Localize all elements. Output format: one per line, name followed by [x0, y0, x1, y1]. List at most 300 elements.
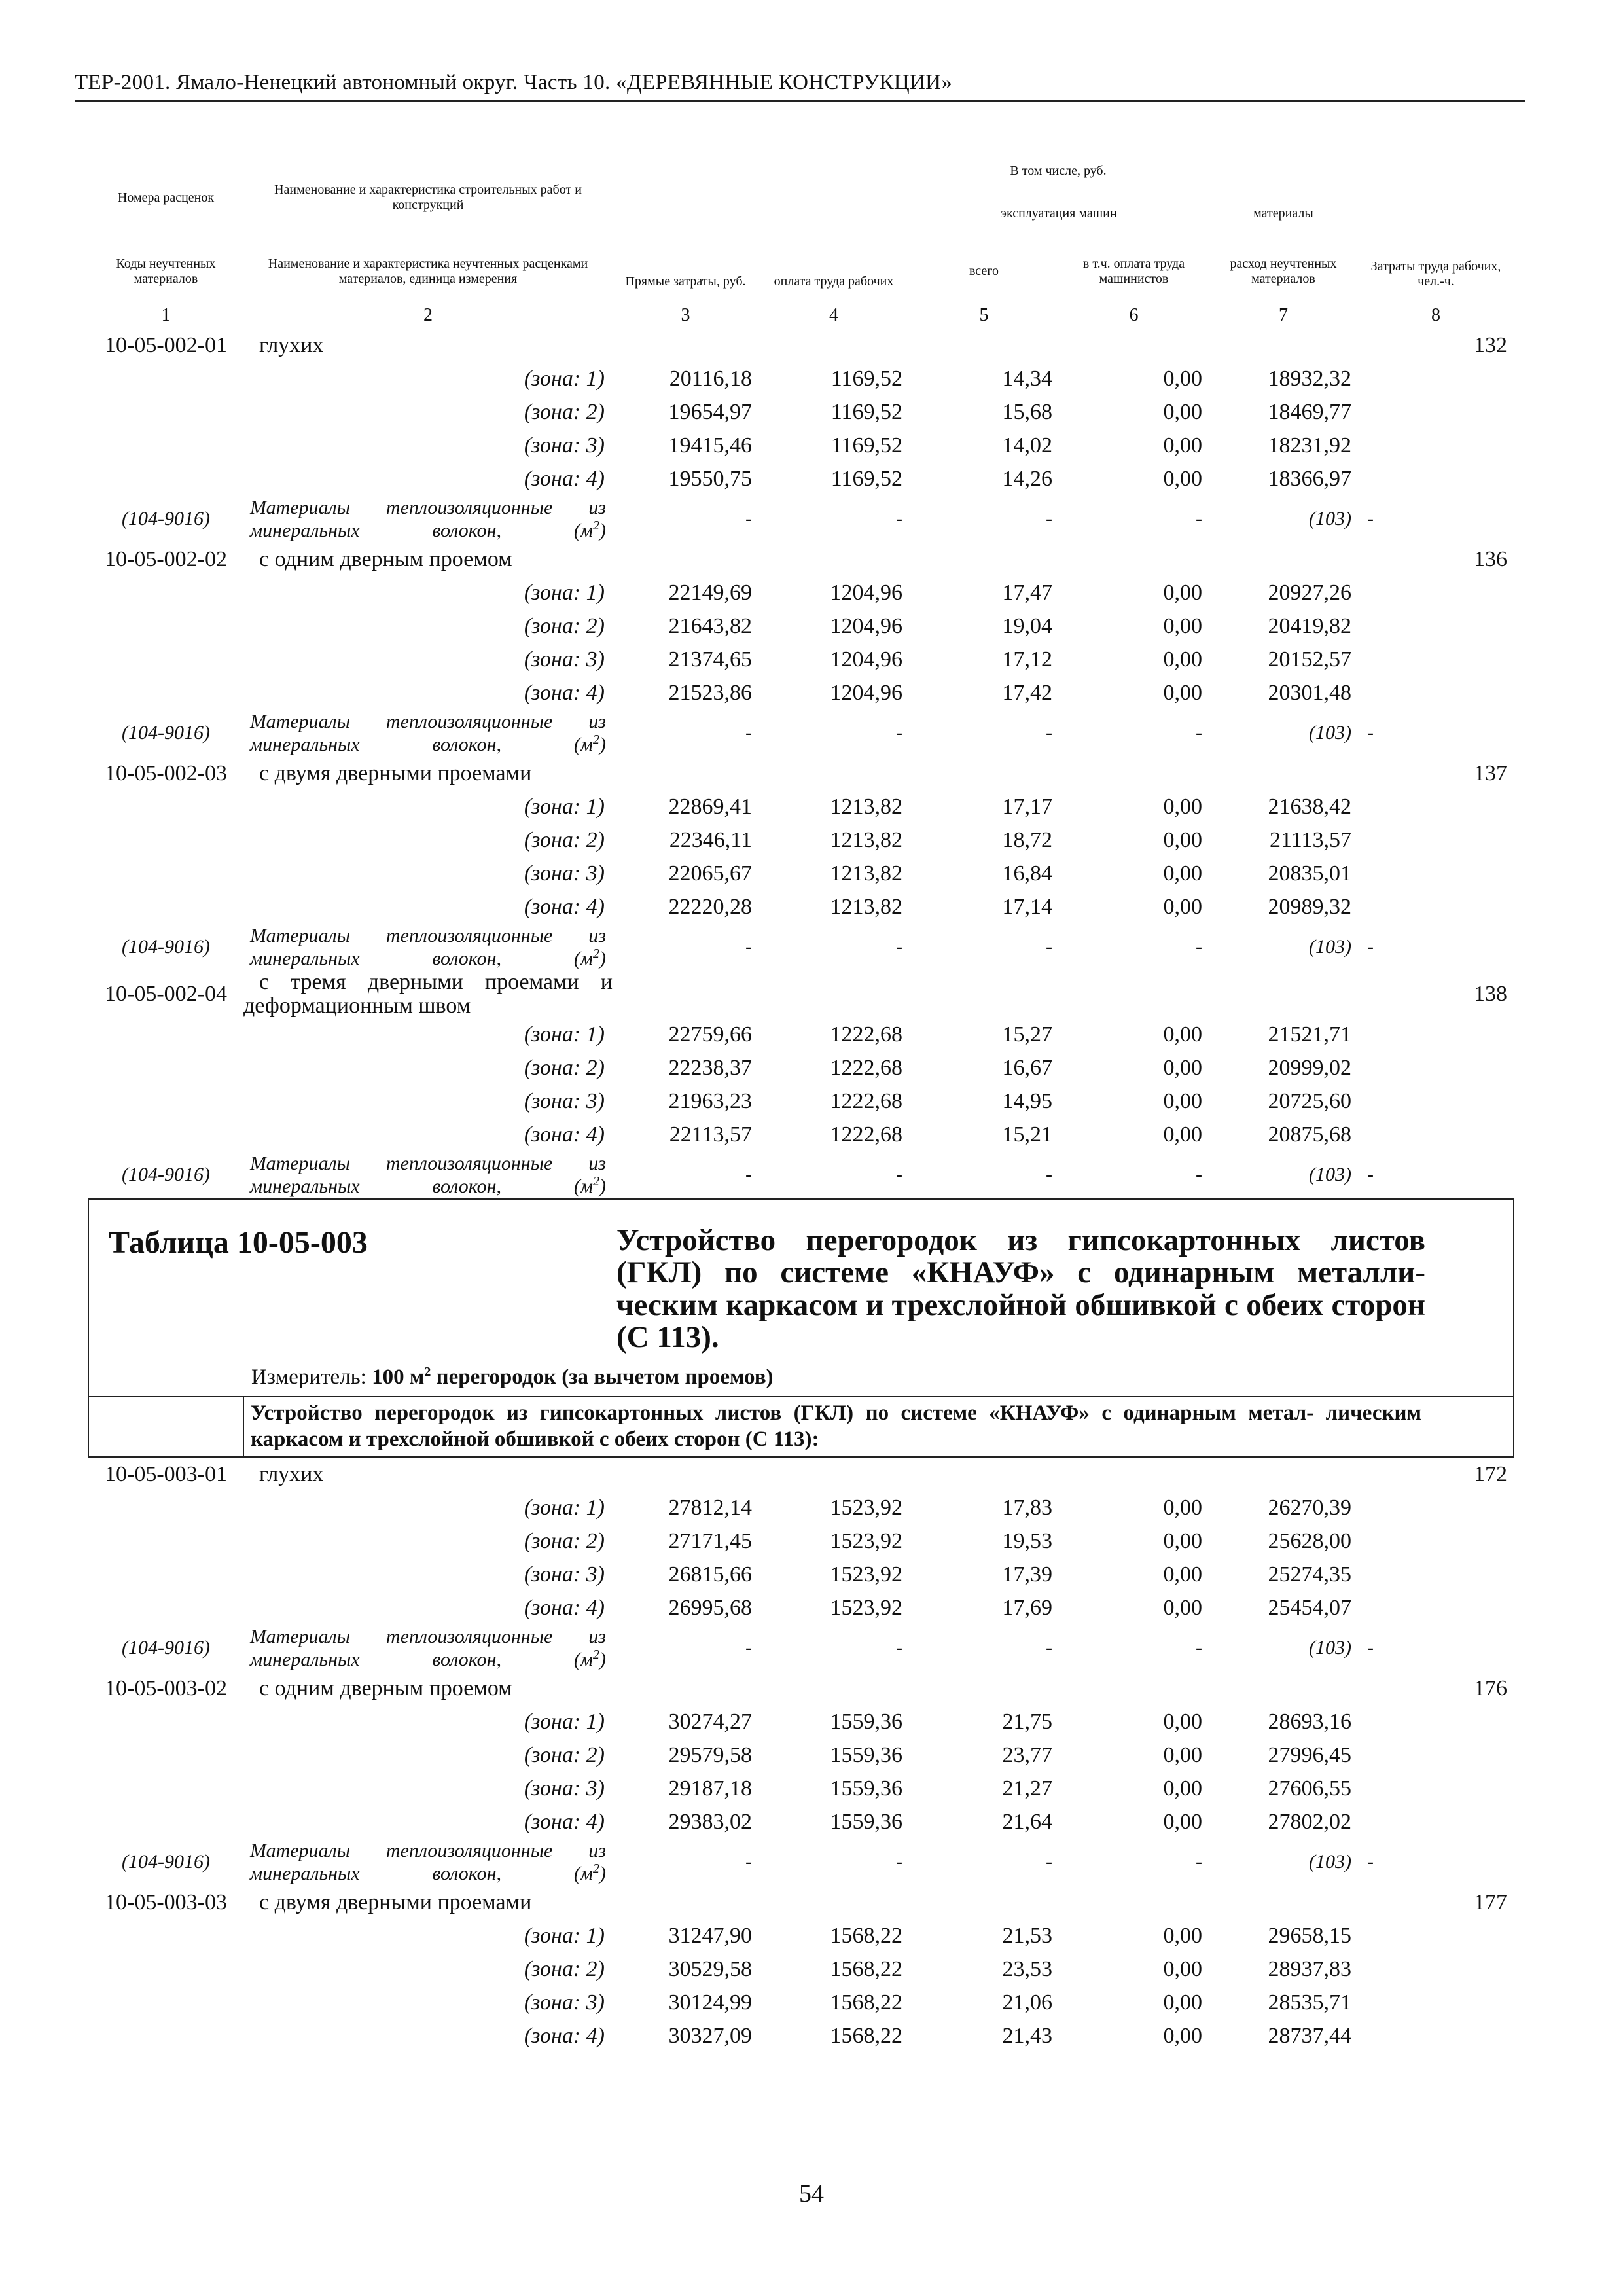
empty-cell	[1358, 1018, 1514, 1051]
value-cell: 1568,22	[830, 1923, 902, 1948]
rate-code: 10-05-002-02	[105, 547, 227, 571]
rate-item-row	[88, 1672, 1514, 1705]
value-cell: 0,00	[1163, 1495, 1202, 1520]
dash-cell: -	[1367, 1851, 1374, 1873]
value-cell: 22869,41	[668, 794, 752, 819]
zone-row	[88, 462, 1514, 495]
value-cell: 20725,60	[1268, 1088, 1351, 1113]
empty-cell	[88, 1051, 243, 1085]
value-cell: 1568,22	[830, 1956, 902, 1981]
zone-row	[88, 1051, 1514, 1085]
value-cell: 0,00	[1163, 580, 1202, 605]
dash-cell: -	[896, 1164, 902, 1185]
value-cell: 0,00	[1163, 1809, 1202, 1834]
zone-label: (зона: 3)	[524, 861, 605, 886]
empty-cell	[88, 1919, 243, 1952]
value-cell: 27812,14	[668, 1495, 752, 1520]
empty-cell	[1209, 757, 1358, 790]
value-cell: 0,00	[1163, 1776, 1202, 1801]
empty-cell	[758, 1886, 909, 1919]
empty-cell	[1209, 543, 1358, 576]
empty-cell	[1209, 971, 1358, 1018]
zone-label: (зона: 2)	[524, 613, 605, 638]
zone-label: (зона: 4)	[524, 680, 605, 705]
col-number: 7	[1279, 305, 1288, 325]
empty-cell	[1209, 1672, 1358, 1705]
zone-label: (зона: 2)	[524, 1055, 605, 1080]
zone-label: (зона: 2)	[524, 1956, 605, 1981]
value-cell: 21,53	[1002, 1923, 1052, 1948]
value-cell: 19654,97	[668, 399, 752, 424]
rate-name: глухих	[259, 1462, 324, 1486]
value-cell: 0,00	[1163, 433, 1202, 457]
zone-row	[88, 395, 1514, 429]
value-cell: 1204,96	[830, 613, 902, 638]
empty-cell	[88, 857, 243, 890]
value-cell: 1559,36	[830, 1742, 902, 1767]
dash-cell: -	[745, 936, 752, 958]
zone-row	[88, 1118, 1514, 1151]
rate-item-row	[88, 757, 1514, 790]
value-cell: 21963,23	[668, 1088, 752, 1113]
value-cell: 27171,45	[668, 1528, 752, 1553]
value-cell: 20116,18	[669, 366, 752, 391]
page-number: 54	[799, 2180, 824, 2208]
value-cell: 21,06	[1002, 1990, 1052, 2015]
dash-cell: -	[1196, 722, 1202, 744]
value-cell: 1222,68	[830, 1055, 902, 1080]
value-cell: 23,77	[1002, 1742, 1052, 1767]
col-number: 4	[829, 305, 838, 325]
value-cell: 21638,42	[1268, 794, 1351, 819]
dash-cell: -	[896, 722, 902, 744]
zone-label: (зона: 3)	[524, 1088, 605, 1113]
empty-cell	[909, 543, 1059, 576]
empty-cell	[1358, 1952, 1514, 1986]
material-row	[88, 1839, 1514, 1886]
value-cell: 28937,83	[1268, 1956, 1351, 1981]
empty-cell	[613, 757, 758, 790]
material-qty: (103)	[1309, 936, 1351, 958]
empty-cell	[1358, 1491, 1514, 1524]
value-cell: 21643,82	[668, 613, 752, 638]
zone-label: (зона: 1)	[524, 1709, 605, 1734]
price-table	[88, 155, 1514, 2053]
empty-cell	[88, 2019, 243, 2053]
empty-cell	[88, 395, 243, 429]
zone-row	[88, 823, 1514, 857]
value-cell: 20927,26	[1268, 580, 1351, 605]
material-line: Материалы теплоизоляционные из	[250, 711, 606, 732]
zone-label: (зона: 4)	[524, 1595, 605, 1620]
zone-row	[88, 1018, 1514, 1051]
material-line	[250, 946, 606, 969]
material-qty: (103)	[1309, 722, 1351, 744]
value-cell: 0,00	[1163, 466, 1202, 491]
material-row	[88, 924, 1514, 971]
rate-name: с одним дверным проемом	[259, 1676, 512, 1700]
dash-cell: -	[1367, 1637, 1374, 1659]
zone-row	[88, 790, 1514, 823]
value-cell: 0,00	[1163, 1088, 1202, 1113]
zone-row	[88, 1952, 1514, 1986]
empty-cell	[1209, 329, 1358, 362]
empty-cell	[1358, 1919, 1514, 1952]
table-description: Устройство перегородок из гипсокартонных листов (ГКЛ) по системе «КНАУФ» с одинарным металли- ческим каркасом и трехслойной обшивкой с обеих сторон (С 113).	[616, 1223, 1425, 1355]
empty-cell	[88, 1558, 243, 1591]
empty-cell	[758, 757, 909, 790]
value-cell: 1222,68	[830, 1088, 902, 1113]
empty-cell	[88, 1986, 243, 2019]
dash-cell: -	[896, 1851, 902, 1873]
dash-cell: -	[1367, 508, 1374, 529]
zone-label: (зона: 1)	[524, 1495, 605, 1520]
unit-superscript: 2	[593, 1647, 599, 1662]
empty-cell	[1358, 890, 1514, 924]
value-cell: 30274,27	[668, 1709, 752, 1734]
value-cell: 1169,52	[830, 433, 902, 457]
zone-label: (зона: 3)	[524, 433, 605, 457]
zone-label: (зона: 4)	[524, 466, 605, 491]
value-cell: 16,67	[1002, 1055, 1052, 1080]
rate-code: 10-05-002-01	[105, 332, 227, 357]
value-cell: 14,02	[1002, 433, 1052, 457]
value-cell: 1523,92	[830, 1495, 902, 1520]
material-line	[250, 1861, 606, 1884]
value-cell: 15,27	[1002, 1022, 1052, 1047]
unit-superscript: 2	[424, 1365, 431, 1379]
empty-cell	[88, 1772, 243, 1805]
value-cell: 1204,96	[830, 680, 902, 705]
material-name	[243, 1624, 613, 1672]
value-cell: 17,39	[1002, 1562, 1052, 1587]
empty-cell	[88, 1952, 243, 1986]
empty-cell	[1358, 2019, 1514, 2053]
material-code: (104-9016)	[122, 508, 210, 529]
value-cell: 29187,18	[668, 1776, 752, 1801]
value-cell: 1222,68	[830, 1022, 902, 1047]
measure-value: 100 м	[372, 1365, 425, 1389]
empty-cell	[88, 676, 243, 709]
material-name	[243, 924, 613, 971]
empty-cell	[758, 543, 909, 576]
empty-cell	[88, 1491, 243, 1524]
empty-cell	[1358, 676, 1514, 709]
dash-cell: -	[1196, 1637, 1202, 1659]
value-cell: 26995,68	[668, 1595, 752, 1620]
unit-superscript: 2	[593, 946, 599, 961]
col-number: 8	[1431, 305, 1440, 325]
dash-cell: -	[1196, 936, 1202, 958]
value-cell: 17,14	[1002, 894, 1052, 919]
material-unit: минеральных волокон, (м	[250, 1175, 593, 1197]
value-cell: 23,53	[1002, 1956, 1052, 1981]
material-line	[250, 732, 606, 755]
empty-cell	[613, 1672, 758, 1705]
value-cell: 21113,57	[1270, 827, 1351, 852]
measure-line	[251, 1365, 774, 1390]
empty-cell	[909, 971, 1059, 1018]
zone-label: (зона: 1)	[524, 366, 605, 391]
value-cell: 31247,90	[668, 1923, 752, 1948]
value-cell: 1204,96	[830, 580, 902, 605]
material-unit: минеральных волокон, (м	[250, 734, 593, 755]
value-cell: 22759,66	[668, 1022, 752, 1047]
dash-cell: -	[1367, 722, 1374, 744]
empty-cell	[88, 1397, 243, 1457]
zone-label: (зона: 1)	[524, 580, 605, 605]
empty-cell	[1209, 1886, 1358, 1919]
value-cell: 22065,67	[668, 861, 752, 886]
value-cell: 1169,52	[830, 399, 902, 424]
value-cell: 0,00	[1163, 1595, 1202, 1620]
material-code: (104-9016)	[122, 936, 210, 958]
material-unit: минеральных волокон, (м	[250, 1649, 593, 1670]
zone-row	[88, 643, 1514, 676]
rate-code: 10-05-003-01	[105, 1462, 227, 1486]
labor-cost: 176	[1474, 1676, 1507, 1700]
rate-code: 10-05-003-02	[105, 1676, 227, 1700]
empty-cell	[1358, 1085, 1514, 1118]
zone-row	[88, 1524, 1514, 1558]
material-unit-end: )	[599, 1649, 606, 1670]
value-cell: 18366,97	[1268, 466, 1351, 491]
rate-code: 10-05-003-03	[105, 1890, 227, 1914]
col7-header: расход неучтенных материалов	[1230, 256, 1337, 286]
material-line	[250, 1647, 606, 1670]
empty-cell	[758, 1672, 909, 1705]
value-cell: 0,00	[1163, 647, 1202, 672]
zone-row	[88, 676, 1514, 709]
material-qty: (103)	[1309, 1637, 1351, 1659]
value-cell: 0,00	[1163, 894, 1202, 919]
empty-cell	[1358, 429, 1514, 462]
material-unit: минеральных волокон, (м	[250, 1863, 593, 1884]
machines-header: эксплуатация машин	[1001, 206, 1117, 221]
material-qty: (103)	[1309, 1164, 1351, 1185]
value-cell: 1169,52	[830, 366, 902, 391]
zone-row	[88, 1085, 1514, 1118]
value-cell: 0,00	[1163, 1022, 1202, 1047]
value-cell: 22238,37	[668, 1055, 752, 1080]
col2-header-bottom: Наименование и характеристика неучтенных расценками материалов, единица измерения	[268, 256, 588, 286]
value-cell: 30327,09	[668, 2023, 752, 2048]
zone-row	[88, 1491, 1514, 1524]
value-cell: 0,00	[1163, 1528, 1202, 1553]
empty-cell	[1059, 971, 1209, 1018]
zone-row	[88, 1705, 1514, 1738]
rate-item-row	[88, 1457, 1514, 1491]
dash-cell: -	[1046, 936, 1052, 958]
value-cell: 1204,96	[830, 647, 902, 672]
value-cell: 0,00	[1163, 861, 1202, 886]
value-cell: 18,72	[1002, 827, 1052, 852]
empty-cell	[909, 329, 1059, 362]
empty-cell	[909, 1672, 1059, 1705]
dash-cell: -	[1196, 1851, 1202, 1873]
value-cell: 21,64	[1002, 1809, 1052, 1834]
rate-code: 10-05-002-04	[105, 982, 227, 1006]
value-cell: 18469,77	[1268, 399, 1351, 424]
value-cell: 19550,75	[668, 466, 752, 491]
value-cell: 30529,58	[668, 1956, 752, 1981]
empty-cell	[1059, 329, 1209, 362]
empty-cell	[1358, 1772, 1514, 1805]
empty-cell	[1358, 1524, 1514, 1558]
value-cell: 0,00	[1163, 1990, 1202, 2015]
zone-label: (зона: 2)	[524, 399, 605, 424]
empty-cell	[88, 1085, 243, 1118]
empty-cell	[1059, 1457, 1209, 1491]
value-cell: 0,00	[1163, 1742, 1202, 1767]
value-cell: 1559,36	[830, 1709, 902, 1734]
running-header: ТЕР-2001. Ямало-Ненецкий автономный округ. Часть 10. «ДЕРЕВЯННЫЕ КОНСТРУКЦИИ»	[75, 71, 1525, 102]
dash-cell: -	[1367, 1164, 1374, 1185]
empty-cell	[1358, 1591, 1514, 1624]
zone-row	[88, 1805, 1514, 1839]
unit-superscript: 2	[593, 1174, 599, 1189]
empty-cell	[88, 1805, 243, 1839]
rate-name-line: с тремя дверными проемами и	[259, 970, 613, 995]
value-cell: 16,84	[1002, 861, 1052, 886]
empty-cell	[1059, 1886, 1209, 1919]
material-line: Материалы теплоизоляционные из	[250, 925, 606, 946]
zone-row	[88, 857, 1514, 890]
empty-cell	[1358, 1705, 1514, 1738]
dash-cell: -	[896, 936, 902, 958]
empty-cell	[1358, 1558, 1514, 1591]
empty-cell	[88, 362, 243, 395]
dash-cell: -	[1046, 1164, 1052, 1185]
value-cell: 19,53	[1002, 1528, 1052, 1553]
empty-cell	[88, 1524, 243, 1558]
material-code: (104-9016)	[122, 1637, 210, 1659]
material-name	[243, 1151, 613, 1199]
material-qty: (103)	[1309, 508, 1351, 529]
value-cell: 1523,92	[830, 1528, 902, 1553]
col1-header-bottom: Коды неучтенных материалов	[116, 256, 216, 286]
empty-cell	[88, 790, 243, 823]
dash-cell: -	[745, 1164, 752, 1185]
value-cell: 27802,02	[1268, 1809, 1351, 1834]
material-line: Материалы теплоизоляционные из	[250, 1840, 606, 1861]
material-line: Материалы теплоизоляционные из	[250, 1626, 606, 1647]
col8-header: Затраты труда рабочих, чел.-ч.	[1370, 259, 1501, 289]
dash-cell: -	[1046, 722, 1052, 744]
empty-cell	[909, 757, 1059, 790]
empty-cell	[88, 1705, 243, 1738]
materials-header: материалы	[1253, 206, 1313, 221]
col-number: 1	[161, 305, 171, 325]
value-cell: 0,00	[1163, 1923, 1202, 1948]
material-code: (104-9016)	[122, 1851, 210, 1873]
zone-label: (зона: 3)	[524, 1990, 605, 2015]
zone-label: (зона: 3)	[524, 1562, 605, 1587]
empty-cell	[1358, 643, 1514, 676]
value-cell: 21,43	[1002, 2023, 1052, 2048]
empty-cell	[1209, 1457, 1358, 1491]
empty-cell	[613, 1457, 758, 1491]
value-cell: 0,00	[1163, 1956, 1202, 1981]
col4-header: оплата труда рабочих	[774, 274, 894, 289]
empty-cell	[1358, 395, 1514, 429]
material-line	[250, 518, 606, 541]
value-cell: 17,83	[1002, 1495, 1052, 1520]
zone-row	[88, 429, 1514, 462]
empty-cell	[613, 329, 758, 362]
empty-cell	[88, 1738, 243, 1772]
value-cell: 22346,11	[669, 827, 752, 852]
empty-cell	[758, 329, 909, 362]
material-unit-end: )	[599, 520, 606, 541]
column-numbers-row	[88, 302, 1514, 329]
table-heading-row	[88, 1199, 1514, 1397]
value-cell: 0,00	[1163, 680, 1202, 705]
empty-cell	[88, 429, 243, 462]
material-unit: минеральных волокон, (м	[250, 948, 593, 969]
value-cell: 0,00	[1163, 827, 1202, 852]
col3-header: Прямые затраты, руб.	[625, 274, 746, 289]
dash-cell: -	[1046, 508, 1052, 529]
value-cell: 20419,82	[1268, 613, 1351, 638]
zone-label: (зона: 2)	[524, 1528, 605, 1553]
rate-item-row	[88, 329, 1514, 362]
value-cell: 22113,57	[669, 1122, 752, 1147]
dash-cell: -	[1046, 1851, 1052, 1873]
empty-cell	[1358, 362, 1514, 395]
zone-label: (зона: 3)	[524, 647, 605, 672]
empty-cell	[1358, 1738, 1514, 1772]
rate-name-line: деформационным швом	[243, 994, 471, 1018]
value-cell: 1213,82	[830, 794, 902, 819]
empty-cell	[88, 1118, 243, 1151]
empty-cell	[1358, 462, 1514, 495]
empty-cell	[1358, 857, 1514, 890]
empty-cell	[1358, 1805, 1514, 1839]
zone-row	[88, 576, 1514, 609]
empty-cell	[758, 971, 909, 1018]
value-cell: 0,00	[1163, 613, 1202, 638]
value-cell: 21,75	[1002, 1709, 1052, 1734]
value-cell: 1568,22	[830, 1990, 902, 2015]
empty-cell	[758, 1457, 909, 1491]
value-cell: 26270,39	[1268, 1495, 1351, 1520]
dash-cell: -	[1367, 936, 1374, 958]
value-cell: 20875,68	[1268, 1122, 1351, 1147]
empty-cell	[1059, 543, 1209, 576]
col5-header: всего	[969, 264, 999, 278]
material-unit-end: )	[599, 734, 606, 755]
dash-cell: -	[1196, 508, 1202, 529]
material-line: Материалы теплоизоляционные из	[250, 497, 606, 518]
labor-cost: 172	[1474, 1462, 1507, 1486]
value-cell: 29658,15	[1268, 1923, 1351, 1948]
value-cell: 29579,58	[668, 1742, 752, 1767]
dash-cell: -	[745, 1851, 752, 1873]
dash-cell: -	[1046, 1637, 1052, 1659]
value-cell: 1559,36	[830, 1809, 902, 1834]
col-number: 3	[681, 305, 690, 325]
measure-label: Измеритель:	[251, 1365, 372, 1389]
value-cell: 18231,92	[1268, 433, 1351, 457]
value-cell: 29383,02	[668, 1809, 752, 1834]
rate-item-row	[88, 1886, 1514, 1919]
rate-code: 10-05-002-03	[105, 761, 227, 785]
value-cell: 14,95	[1002, 1088, 1052, 1113]
value-cell: 1213,82	[830, 861, 902, 886]
empty-cell	[88, 609, 243, 643]
value-cell: 22220,28	[668, 894, 752, 919]
